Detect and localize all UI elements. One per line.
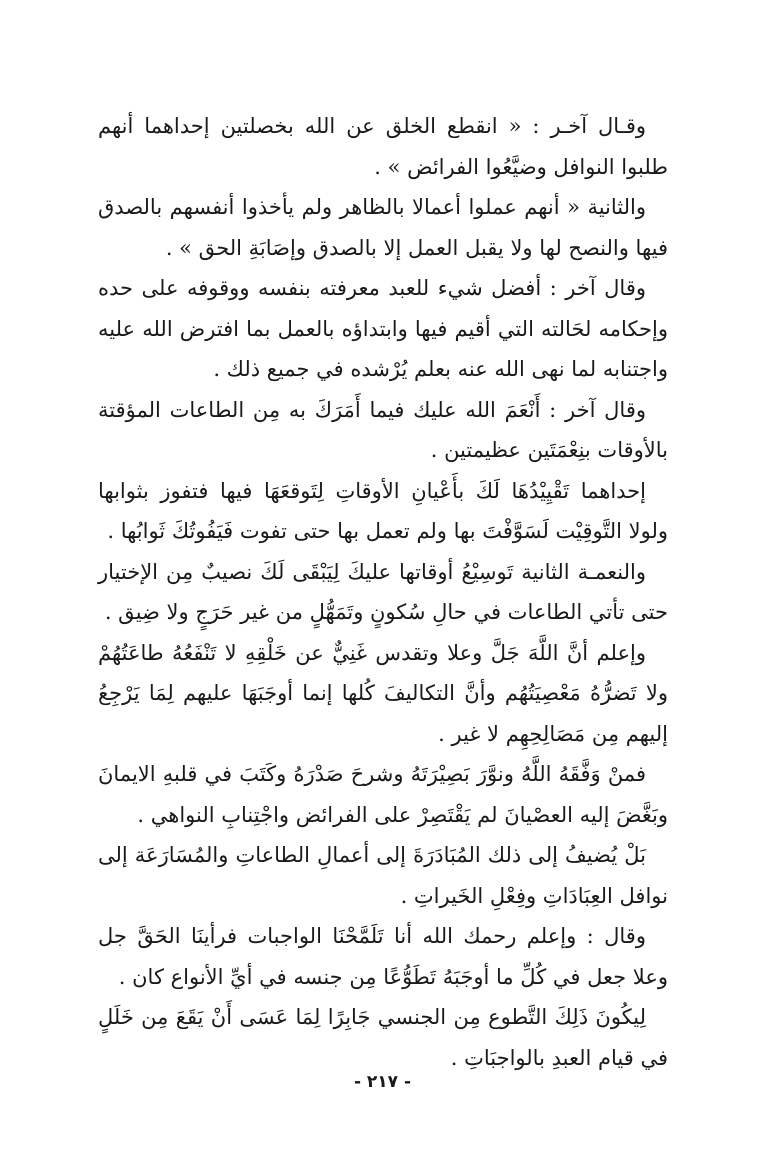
paragraph-1: وقـال آخـر : « انقطع الخلق عن الله بخصلتين إحداهما أنهم طلبوا النوافل وضيَّعُوا الفرائض » . — [98, 114, 668, 179]
paragraph-2: والثانية « أنهم عملوا أعمالا بالظاهر ولم يأخذوا أنفسهم بالصدق فيها والنصح لها ولا يقبل العمل إلا بالصدق وإصَابَةِ الحق » . — [98, 195, 668, 260]
paragraph-9: بَلْ يُضيفُ إلى ذلك المُبَادَرَةَ إلى أعمالِ الطاعاتِ والمُسَارَعَة إلى نوافل العِبَادَاتِ وفِعْلِ الخَيراتِ . — [98, 843, 668, 908]
paragraph-5: إحداهما تَقْيِيْدُهَا لَكَ بأَعْيانِ الأوقاتِ لِتَوقعَهَا فيها فتفوز بثوابها ولولا التَّوقِيْت لَسَوَّفْتَ بها ولم تعمل بها حتى تفوت فَيَفُوتُكَ ثَوابُها . — [98, 478, 668, 543]
page-body-text — [98, 106, 668, 1078]
page-number: - ٢١٧ - — [353, 1072, 412, 1092]
paragraph-7: وإعلم أنَّ اللَّهَ جَلَّ وعلا وتقدس غَنِيٌّ عن خَلْقِهِ لا تَنْفَعُهُ طاعَتُهُمْ ولا تَضرُّهُ مَعْصِيَتُهُم وأنَّ التكاليفَ كُلها إنما أوجَبَهَا عليهم لِمَا يَرْجِعُ إليهم مِن مَصَالِحِهِم لا غير . — [98, 640, 668, 746]
paragraph-8: فمنْ وَفَّقَهُ اللَّهُ ونوَّرَ بَصِيْرَتَهُ وشرحَ صَدْرَهُ وكَتَبَ في قلبهِ الايمانَ وبَغَّضَ إليه العصْيانَ لم يَقْتَصِرْ على الفرائض واجْتِنابِ النواهي . — [98, 762, 668, 827]
paragraph-11: لِيكُونَ ذَلِكَ التَّطوع مِن الجنسي جَابِرًا لِمَا عَسَى أَنْ يَقَعَ مِن خَلَلٍ في قيام العبدِ بالواجبَاتِ . — [98, 1005, 668, 1070]
paragraph-6: والنعمـة الثانية تَوسِيْعُ أوقاتها عليكَ لِيَبْقَى لَكَ نصيبٌ مِن الإختيار حتى تأتي الطاعات في حالِ سُكونٍ وتَمَهُّلٍ من غير حَرَجٍ ولا ضِيق . — [98, 559, 668, 624]
paragraph-10: وقال : وإعلم رحمك الله أنا تَلَمَّحْنَا الواجبات فرأينَا الحَقَّ جل وعلا جعل في كُلِّ ما أوجَبَهُ تَطَوُّعًا مِن جنسه في أيِّ الأنواع كان . — [98, 924, 668, 989]
paragraph-4: وقال آخر : أَنْعَمَ الله عليك فيما أَمَرَكَ به مِن الطاعات المؤقتة بالأوقات بنِعْمَتَين عظيمتين . — [98, 397, 668, 462]
paragraph-3: وقال آخر : أفضل شيء للعبد معرفته بنفسه ووقوفه على حده وإحكامه لحَالته التي أقيم فيها وابتداؤه بالعمل بما افترض الله عليه واجتنابه لما نهى الله عنه بعلم يُرْشده في جميع ذلك . — [98, 276, 668, 381]
